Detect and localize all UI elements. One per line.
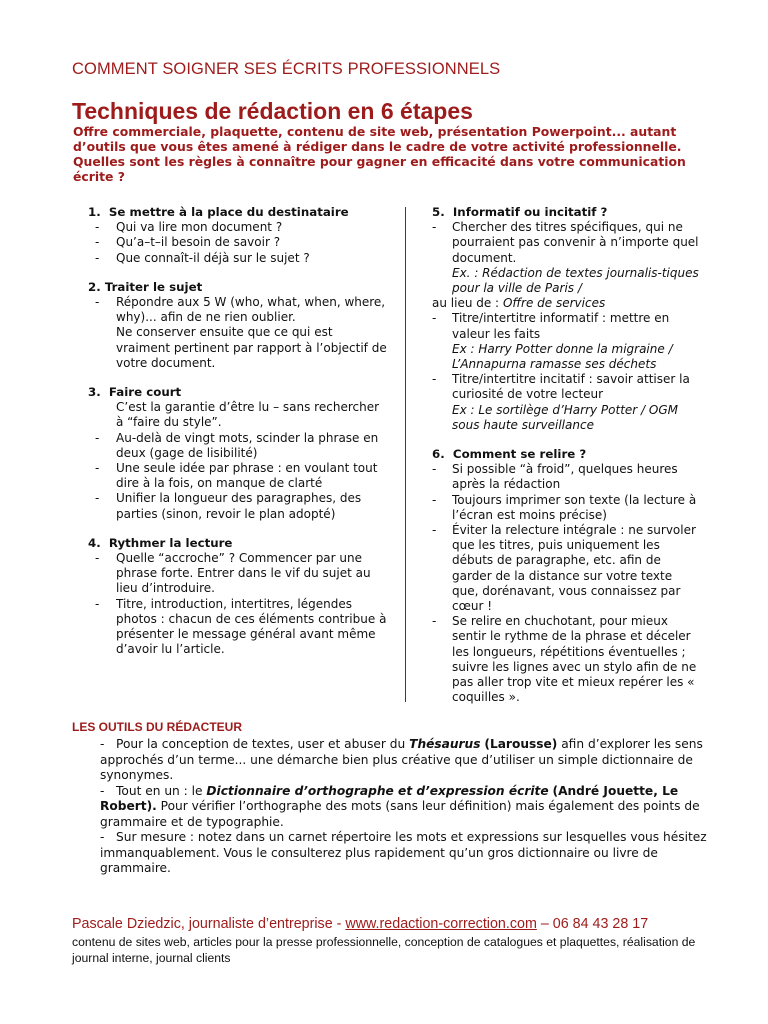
step-title: Informatif ou incitatif ? — [452, 205, 608, 219]
example: Ex : Le sortilège d’Harry Potter / OGM sous haute surveillance — [452, 402, 679, 432]
right-column — [432, 205, 702, 720]
list-item — [88, 251, 388, 266]
step-heading — [432, 447, 702, 462]
page-title: Techniques de rédaction en 6 étapes — [72, 98, 473, 124]
website-link[interactable]: www.redaction-correction.com — [345, 916, 537, 932]
item-text: Que connaît-il déjà sur le sujet ? — [116, 250, 310, 265]
item-text: Si possible “à froid”, quelques heures après la rédaction — [452, 462, 678, 492]
list-item — [88, 295, 388, 325]
tools-section — [100, 737, 720, 877]
example-tail — [432, 296, 702, 311]
bullet: - — [95, 220, 100, 235]
list-item — [432, 523, 702, 614]
step-title: Rythmer la lecture — [108, 535, 233, 550]
step-number: 5. — [432, 205, 445, 219]
step-number: 2. — [88, 279, 101, 294]
bullet: - — [95, 430, 100, 445]
list-item — [432, 220, 702, 266]
item-text: Toujours imprimer son texte (la lecture à l’écran est moins précise) — [452, 492, 697, 522]
kicker: COMMENT SOIGNER SES ÉCRITS PROFESSIONNELS — [72, 60, 501, 78]
bullet: - — [95, 551, 100, 566]
tools-text: Pour la conception de textes, user et abuser du — [116, 737, 406, 751]
example: Ex. : Rédaction de textes journalis-tiques pour la ville de Paris / — [452, 265, 699, 296]
bullet: - — [432, 311, 437, 326]
bullet: - — [95, 295, 100, 310]
example: Ex : Harry Potter donne la migraine / L’Annapurna ramasse ses déchets — [452, 341, 673, 372]
step-6 — [432, 447, 702, 705]
author: Pascale Dziedzic, journaliste d’entreprise - — [72, 916, 342, 932]
footer-services: contenu de sites web, articles pour la presse professionnelle, conception de catalogues et plaquettes, réalisation de journal interne, journal clients — [72, 935, 696, 965]
step-5 — [432, 205, 702, 433]
tools-heading: LES OUTILS DU RÉDACTEUR — [72, 720, 243, 734]
column-divider — [405, 207, 406, 702]
tools-text: Sur mesure : notez dans un carnet répertoire les mots et expressions sur lesquelles vous hésitez immanquablement. Vous le consulterez plus rapidement qu’un gros dictionnaire ou livre de grammaire. — [100, 830, 707, 875]
bullet: - — [95, 491, 100, 506]
step-heading — [88, 280, 388, 295]
item-text: Une seule idée par phrase : en voulant tout dire à la fois, on manque de clarté — [116, 461, 378, 491]
step-number: 1. — [88, 205, 101, 219]
list-item — [432, 493, 702, 523]
bullet: - — [100, 737, 105, 751]
item-text: Titre, introduction, intertitres, légendes photos : chacun de ces éléments contribue à présenter le message général avant même d’avoir lu l’article. — [116, 596, 387, 657]
list-item — [432, 614, 702, 705]
step-heading — [88, 385, 388, 400]
footer-signature — [72, 916, 648, 932]
step-title: Comment se relire ? — [452, 447, 587, 462]
bullet: - — [432, 523, 437, 538]
book-title: Thésaurus — [409, 737, 481, 751]
list-item — [88, 491, 388, 521]
step-heading — [88, 536, 388, 551]
item-text: Titre/intertitre incitatif : savoir attiser la curiosité de votre lecteur — [452, 372, 690, 402]
step-lead: C’est la garantie d’être lu – sans rechercher à “faire du style”. — [116, 400, 380, 430]
tools-text: Tout en un : le — [116, 783, 203, 798]
tools-item — [100, 784, 720, 831]
step-number: 6. — [432, 447, 445, 462]
bullet: - — [95, 235, 100, 250]
bullet: - — [432, 614, 437, 629]
intro-paragraph: Offre commerciale, plaquette, contenu de site web, présentation Powerpoint... autant d’outils que vous êtes amené à rédiger dans le cadre de votre activité professionnelle. Quelles sont les règles à connaître pour gagner en efficacité dans votre communication écrite ? — [73, 124, 686, 184]
step-2 — [88, 280, 388, 371]
list-item — [88, 551, 388, 597]
tools-item — [100, 830, 720, 877]
example-prefix: au lieu de : — [432, 296, 500, 311]
step-heading — [432, 205, 702, 220]
list-item — [88, 431, 388, 461]
phone: – 06 84 43 28 17 — [540, 916, 649, 932]
publisher: (Larousse) — [484, 737, 558, 751]
list-item — [432, 311, 702, 341]
bullet: - — [100, 830, 105, 844]
item-text: Chercher des titres spécifiques, qui ne pourraient pas convenir à n’importe quel document. — [452, 220, 699, 265]
example-tail-text: Offre de services — [502, 296, 606, 311]
item-text: Au-delà de vingt mots, scinder la phrase en deux (gage de lisibilité) — [116, 430, 379, 460]
step-3 — [88, 385, 388, 522]
step-title: Faire court — [108, 385, 182, 400]
step-title: Se mettre à la place du destinataire — [108, 205, 349, 219]
item-text: Quelle “accroche” ? Commencer par une phrase forte. Entrer dans le vif du sujet au lieu d’introduire. — [116, 551, 371, 596]
list-item — [88, 597, 388, 658]
step-4 — [88, 536, 388, 658]
step-heading — [88, 205, 388, 220]
bullet: - — [432, 492, 437, 507]
bullet: - — [95, 461, 100, 476]
list-item — [88, 235, 388, 250]
bullet: - — [432, 220, 437, 235]
list-item — [88, 220, 388, 235]
step-1 — [88, 205, 388, 266]
item-text: Qui va lire mon document ? — [116, 220, 283, 235]
tools-text: Pour vérifier l’orthographe des mots (sans leur définition) mais également des points de grammaire et de typographie. — [100, 799, 700, 829]
tools-text: afin d’explorer les sens approchés d’un terme... une démarche bien plus créative que d’utiliser un simple dictionnaire de synonymes. — [100, 737, 703, 782]
step-number: 4. — [88, 535, 101, 550]
publisher: (André Jouette, Le Robert). — [100, 783, 679, 813]
bullet: - — [95, 596, 100, 611]
item-text: Qu’a–t–il besoin de savoir ? — [116, 235, 281, 250]
list-item — [432, 372, 702, 402]
bullet: - — [95, 250, 100, 265]
item-text: Se relire en chuchotant, pour mieux sentir le rythme de la phrase et déceler les longueurs, répétitions éventuelles ; suivre les lignes avec un stylo afin de ne pas aller trop vite et mieux repérer les « coquilles ». — [452, 614, 697, 705]
item-text: Titre/intertitre informatif : mettre en valeur les faits — [452, 311, 670, 341]
bullet: - — [432, 462, 437, 477]
list-item — [432, 462, 702, 492]
item-text: Unifier la longueur des paragraphes, des parties (sinon, revoir le plan adopté) — [116, 491, 362, 521]
bullet: - — [432, 372, 437, 387]
tools-item — [100, 737, 720, 784]
step-title: Traiter le sujet — [104, 279, 203, 294]
step-number: 3. — [88, 385, 101, 400]
item-text: Répondre aux 5 W (who, what, when, where, why)... afin de ne rien oublier. — [116, 295, 386, 325]
list-item — [88, 461, 388, 491]
bullet: - — [100, 783, 105, 798]
book-title: Dictionnaire d’orthographe et d’expression écrite — [206, 783, 549, 798]
step-note: Ne conserver ensuite que ce qui est vraiment pertinent par rapport à l’objectif de votre document. — [116, 325, 387, 370]
left-column — [88, 205, 388, 671]
item-text: Éviter la relecture intégrale : ne survoler que les titres, puis uniquement les débuts de paragraphe, etc. afin de garder de la distance sur votre texte que, dorénavant, vous connaissez par cœur ! — [452, 523, 696, 614]
